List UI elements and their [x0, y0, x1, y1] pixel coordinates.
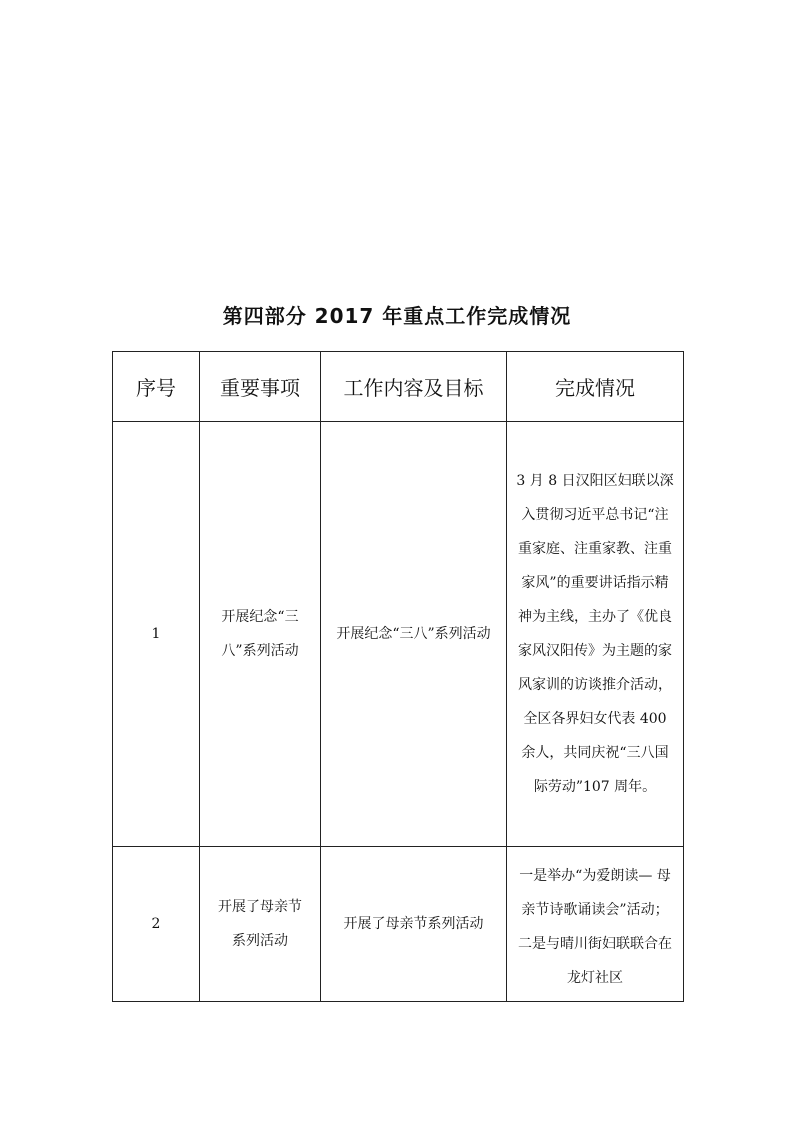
cell-completion-status: 一是举办“为爱朗读— 母亲节诗歌诵读会”活动；二是与晴川街妇联联合在龙灯社区 — [507, 847, 684, 1002]
page-title: 第四部分 2017 年重点工作完成情况 — [222, 304, 572, 328]
cell-important-item: 开展了母亲节系列活动 — [200, 847, 321, 1002]
cell-serial-number: 1 — [113, 422, 200, 847]
header-work-content: 工作内容及目标 — [321, 352, 507, 422]
header-important-item: 重要事项 — [200, 352, 321, 422]
cell-completion-status: 3 月 8 日汉阳区妇联以深入贯彻习近平总书记“注重家庭、注重家教、注重家风”的重要讲话指示精神为主线，主办了《优良家风汉阳传》为主题的家风家训的访谈推介活动，全区各界妇女代表 400 余人，共同庆祝“三八国际劳动”107 周年。 — [507, 422, 684, 847]
cell-important-item: 开展纪念“三八”系列活动 — [200, 422, 321, 847]
table-row — [113, 422, 684, 847]
table-row — [113, 847, 684, 1002]
cell-work-content: 开展纪念“三八”系列活动 — [321, 422, 507, 847]
header-completion-status: 完成情况 — [507, 352, 684, 422]
table-header-row — [113, 352, 684, 422]
cell-serial-number: 2 — [113, 847, 200, 1002]
work-completion-table — [112, 351, 684, 1002]
cell-work-content: 开展了母亲节系列活动 — [321, 847, 507, 1002]
header-serial-number: 序号 — [113, 352, 200, 422]
